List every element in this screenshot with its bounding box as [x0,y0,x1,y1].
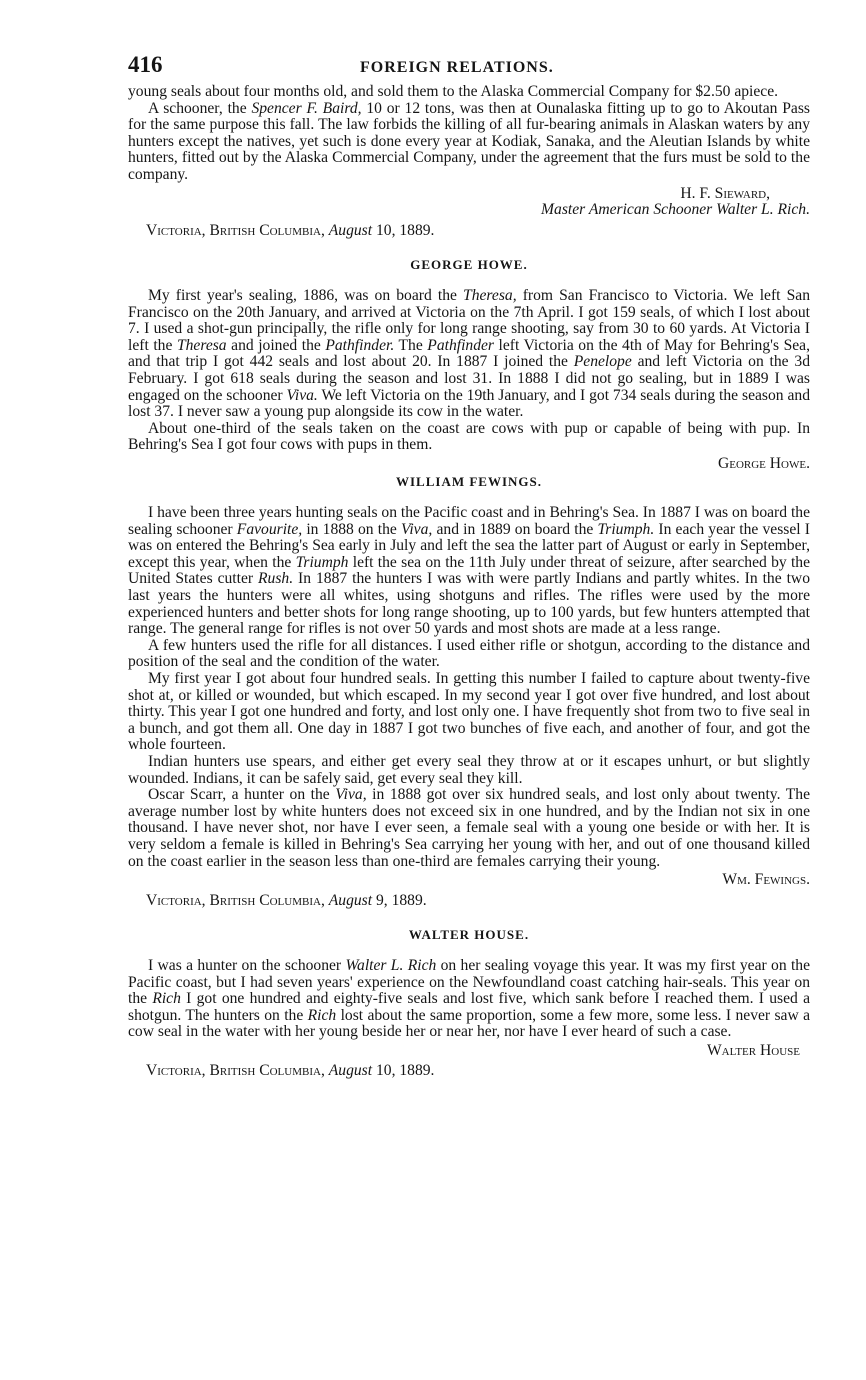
dateline-house: Victoria, British Columbia, August 10, 1889. [146,1062,435,1080]
signature-fewings: Wm. Fewings. [722,871,810,889]
section-title-house: WALTER HOUSE. [408,927,530,943]
signature-sieward: H. F. Sieward, [680,184,770,202]
signature-house: Walter House [706,1041,800,1059]
signature-howe: George Howe. [717,454,810,472]
fewings-paragraph-5: Oscar Scarr, a hunter on the Viva, in 1888 got over six hundred seals, and lost only about twenty. The average number lost by white hunters does not exceed six in one hundred, and by the Indian not six in one thousand. I have never shot, nor have I ever seen, a female seal with a young one beside or with her. It is very seldom a female is killed in Behring's Sea carrying her young with her, and out of one thousand killed on the coast earlier in the season less than one-third are females carrying their young. [128,786,810,870]
fewings-paragraph-1: I have been three years hunting seals on the Pacific coast and in Behring's Sea. In 1887 I was on board the sealing schooner Favourite, in 1888 on the Viva, and in 1889 on board the Triumph. In each year the vessel I was on entered the Behring's Sea early in July and left the sea the latter part of August or early in September, except this year, when the Triumph left the sea on the 11th July under threat of seizure, after searched by the United States cutter Rush. In 1887 the hunters I was with were partly Indians and partly whites. In the two last years the hunters were all whites, using shotguns and rifles. The rifles were used by the more experienced hunters and better shots for long range shooting, up to 100 yards, but few hunters attempted that range. The general range for rifles is not over 50 yards and most shots are made at a less range. [128,504,810,638]
section-title-howe: GEORGE HOWE. [410,257,528,273]
intro-paragraph-2: A schooner, the Spencer F. Baird, 10 or 12 tons, was then at Ounalaska fitting up to go to Akoutan Pass for the same purpose this fall. The law forbids the killing of all fur-bearing animals in Alaskan waters by any hunters except the natives, yet such is done every year at Kodiak, Sanaka, and the Aleutian Islands by white hunters, fitted out by the Alaska Commercial Company, under the agreement that the furs must be sold to the company. [128,99,810,183]
fewings-paragraph-3: My first year I got about four hundred seals. In getting this number I failed to capture about twenty-five shot at, or killed or wounded, but which escaped. In my second year I got over five hundred, and lost about thirty. This year I got one hundred and forty, and lost only one. I have frequently shot from two to five seal in a bunch, and got them all. One day in 1887 I got two bunches of five each, and another of four, and got the whole fourteen. [128,670,810,754]
fewings-paragraph-2: A few hunters used the rifle for all distances. I used either rifle or shotgun, according to the distance and position of the seal and the condition of the water. [128,636,810,671]
house-paragraph-1: I was a hunter on the schooner Walter L. Rich on her sealing voyage this year. It was my first year on the Pacific coast, but I had seven years' experience on the Newfoundland coast catching hair-seals. This year on the Rich I got one hundred and eighty-five seals and lost five, which sank before I reached them. I used a shotgun. The hunters on the Rich lost about the same proportion, some a few more, some less. I never saw a cow seal in the water with her young beside her or near her, nor have I ever heard of such a case. [128,956,811,1041]
vessel-name: Spencer F. Baird, [251,99,362,117]
dateline-fewings: Victoria, British Columbia, August 9, 1889. [146,891,427,909]
fewings-paragraph-4: Indian hunters use spears, and either get every seal they throw at or it escapes unhurt, or but slightly wounded. Indians, it can be safely said, get every seal they kill. [128,752,810,787]
howe-paragraph-2: About one-third of the seals taken on the coast are cows with pup or capable of being with pup. In Behring's Sea I got four cows with pups in them. [128,419,810,454]
signature-title-sieward: Master American Schooner Walter L. Rich. [541,201,810,219]
intro-paragraph-1: young seals about four months old, and sold them to the Alaska Commercial Company for $2.50 apiece. [128,83,779,100]
howe-paragraph-1: My first year's sealing, 1886, was on board the Theresa, from San Francisco to Victoria. We left San Francisco on the 20th January, and arrived at Victoria on the 7th April. I got 159 seals, of which I lost about 7. I used a shot-gun principally, the rifle only for long range shooting, say from 30 to 60 yards. At Victoria I left the Theresa and joined the Pathfinder. The Pathfinder left Victoria on the 4th of May for Behring's Sea, and that trip I got 442 seals and lost about 20. In 1887 I joined the Penelope and left Victoria on the 3d February. I got 618 seals during the season and lost 31. In 1888 I did not go sealing, but in 1889 I was engaged on the schooner Viva. We left Victoria on the 19th January, and I got 734 seals during the season and lost 37. I never saw a young pup alongside its cow in the water. [128,286,811,421]
running-head: FOREIGN RELATIONS. [360,59,554,76]
page-header [128,48,810,84]
page-number: 416 [128,52,163,77]
document-body [128,84,810,1080]
section-title-fewings: WILLIAM FEWINGS. [395,474,543,490]
dateline-sieward: Victoria, British Columbia, August 10, 1889. [146,221,435,239]
